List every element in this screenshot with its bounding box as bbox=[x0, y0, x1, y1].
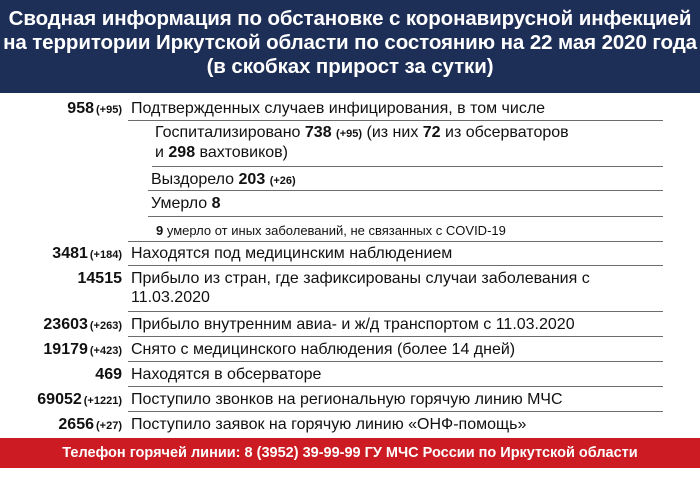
divider bbox=[152, 166, 663, 167]
hospitalized-line-2: и 298 вахтовиков) bbox=[155, 144, 288, 161]
hotline-text: Телефон горячей линии: 8 (3952) 39-99-99 ГУ МЧС России по Иркутской области bbox=[62, 445, 638, 461]
removed-label: Снято с медицинского наблюдения (более 14 дней) bbox=[131, 341, 516, 358]
arrived-abroad-value: 14515 bbox=[77, 270, 122, 287]
header-title-line-1: Сводная информация по обстановке с коронавирусной инфекцией bbox=[8, 7, 692, 30]
arrived-domestic-label: Прибыло внутренним авиа- и ж/д транспортом с 11.03.2020 bbox=[131, 316, 575, 333]
header-banner bbox=[0, 0, 700, 93]
divider bbox=[128, 361, 663, 362]
divider bbox=[128, 311, 663, 312]
observatory-label: Находятся в обсерваторе bbox=[131, 366, 322, 383]
observatory-value: 469 bbox=[95, 366, 122, 383]
other-deaths-label: 9 умерло от иных заболеваний, не связанных с COVID-19 bbox=[156, 223, 506, 238]
requests-label: Поступило заявок на горячую линию «ОНФ-помощь» bbox=[131, 416, 527, 433]
confirmed-value: 958 (+95) bbox=[67, 100, 122, 117]
arrived-domestic-value: 23603 (+263) bbox=[43, 316, 122, 333]
divider bbox=[128, 386, 663, 387]
divider bbox=[128, 241, 663, 242]
observation-label: Находятся под медицинским наблюдением bbox=[131, 245, 453, 262]
observation-value: 3481 (+184) bbox=[52, 245, 122, 262]
recovered-label: Выздорело 203 (+26) bbox=[151, 171, 296, 188]
divider bbox=[128, 265, 663, 266]
divider bbox=[148, 216, 663, 217]
hospitalized-line-1: Госпитализировано 738 (+95) (из них 72 из обсерваторов bbox=[155, 124, 569, 141]
calls-value: 69052 (+1221) bbox=[37, 391, 122, 408]
confirmed-increase: (+95) bbox=[96, 104, 122, 116]
calls-label: Поступило звонков на региональную горячую линию МЧС bbox=[131, 391, 563, 408]
removed-value: 19179 (+423) bbox=[43, 341, 122, 358]
confirmed-label: Подтвержденных случаев инфицирования, в том числе bbox=[131, 100, 546, 117]
bottom-margin bbox=[0, 468, 700, 481]
divider bbox=[148, 190, 663, 191]
header-subtitle: (в скобках прирост за сутки) bbox=[206, 55, 494, 78]
divider bbox=[128, 120, 663, 121]
divider bbox=[128, 411, 663, 412]
header-title-line-2: на территории Иркутской области по состоянию на 22 мая 2020 года bbox=[3, 31, 697, 54]
died-label: Умерло 8 bbox=[151, 195, 221, 212]
arrived-abroad-label-1: Прибыло из стран, где зафиксированы случаи заболевания с bbox=[131, 270, 590, 287]
arrived-abroad-label-2: 11.03.2020 bbox=[131, 289, 210, 306]
divider bbox=[128, 336, 663, 337]
hotline-footer bbox=[0, 438, 700, 468]
requests-value: 2656 (+27) bbox=[58, 416, 122, 433]
